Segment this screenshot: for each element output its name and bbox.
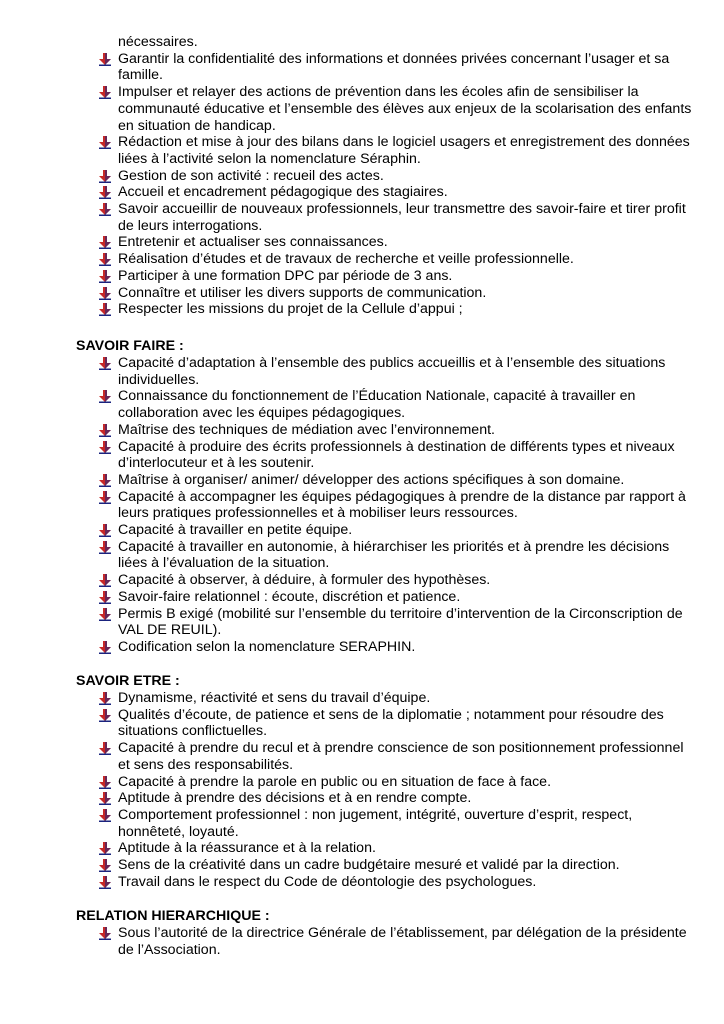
list-item-text: Savoir accueillir de nouveaux professionnels, leur transmettre des savoir-faire et tirer profit de leurs interrogations. [118,201,686,234]
savoir-etre-item-3 [98,740,698,773]
list-item-text: Sous l’autorité de la directrice Générale de l’établissement, par délégation de la présidente de l’Association. [118,925,687,958]
mission-item-3 [98,134,698,167]
heading-savoir-etre: SAVOIR ETRE : [76,673,180,689]
list-item-text: Capacité à travailler en petite équipe. [118,522,353,539]
list-item-text: Gestion de son activité : recueil des actes. [118,167,384,184]
mission-item-2 [98,84,698,134]
list-item-text: Impulser et relayer des actions de prévention dans les écoles afin de sensibiliser la communauté éducative et l’ensemble des élèves aux enjeux de la scolarisation des enfants en situation de handicap. [118,84,692,134]
savoir-etre-item-6 [98,807,698,840]
arrow-down-bullet-icon [98,474,112,487]
mission-item-7 [98,234,698,251]
arrow-down-bullet-icon [98,591,112,604]
savoir-etre-item-5 [98,790,698,807]
arrow-down-bullet-icon [98,776,112,789]
arrow-down-bullet-icon [98,424,112,437]
savoir-faire-item-8 [98,539,698,572]
mission-item-8 [98,251,698,268]
mission-item-1 [98,51,698,84]
savoir-etre-item-1 [98,690,698,707]
savoir-faire-item-9 [98,572,698,589]
arrow-down-bullet-icon [98,608,112,621]
savoir-etre-item-7 [98,840,698,857]
arrow-down-bullet-icon [98,524,112,537]
savoir-etre-item-4 [98,774,698,791]
list-item-text: Rédaction et mise à jour des bilans dans le logiciel usagers et enregistrement des données liées à l’activité selon la nomenclature Séraphin. [118,134,690,167]
arrow-down-bullet-icon [98,86,112,99]
savoir-faire-item-5 [98,472,698,489]
arrow-down-bullet-icon [98,809,112,822]
savoir-faire-item-2 [98,388,698,421]
arrow-down-bullet-icon [98,742,112,755]
arrow-down-bullet-icon [98,170,112,183]
arrow-down-bullet-icon [98,53,112,66]
savoir-faire-item-11 [98,606,698,639]
arrow-down-bullet-icon [98,287,112,300]
savoir-faire-item-3 [98,422,698,439]
arrow-down-bullet-icon [98,253,112,266]
list-item-text: Connaissance du fonctionnement de l’Éducation Nationale, capacité à travailler en collaboration avec les équipes pédagogiques. [118,388,636,422]
mission-item-5 [98,184,698,201]
savoir-etre-item-9 [98,874,698,891]
list-item-text: Réalisation d’études et de travaux de recherche et veille professionnelle. [118,251,574,268]
arrow-down-bullet-icon [98,136,112,149]
savoir-faire-item-7 [98,522,698,539]
arrow-down-bullet-icon [98,859,112,872]
list-item-text: Maîtrise à organiser/ animer/ développer des actions spécifiques à son domaine. [118,471,625,488]
list-item-text: Savoir-faire relationnel : écoute, discrétion et patience. [118,588,461,605]
list-item-text: Aptitude à prendre des décisions et à en rendre compte. [118,790,472,807]
list-item-text: Travail dans le respect du Code de déontologie des psychologues. [118,873,537,890]
list-savoir-faire [98,355,698,656]
list-item-text: Permis B exigé (mobilité sur l’ensemble du territoire d’intervention de la Circonscription de VAL DE REUIL). [118,605,683,639]
list-relation-hierarchique [98,925,698,958]
mission-item-4 [98,168,698,185]
arrow-down-bullet-icon [98,491,112,504]
savoir-faire-item-4 [98,439,698,472]
savoir-faire-item-6 [98,489,698,522]
arrow-down-bullet-icon [98,303,112,316]
list-item-text: Capacité à observer, à déduire, à formuler des hypothèses. [118,572,491,589]
arrow-down-bullet-icon [98,441,112,454]
mission-item-6 [98,201,698,234]
arrow-down-bullet-icon [98,692,112,705]
heading-relation-hierarchique: RELATION HIERARCHIQUE : [76,908,270,924]
list-item-text: Connaître et utiliser les divers supports de communication. [118,284,487,301]
mission-item-11 [98,301,698,318]
list-item-text: Sens de la créativité dans un cadre budgétaire mesuré et validé par la direction. [118,857,620,874]
list-item-text: Respecter les missions du projet de la Cellule d’appui ; [118,301,463,318]
list-item-text: Capacité d’adaptation à l’ensemble des publics accueillis et à l’ensemble des situations individuelles. [118,355,666,388]
arrow-down-bullet-icon [98,541,112,554]
list-savoir-etre [98,690,698,890]
list-item-text: Garantir la confidentialité des informations et données privées concernant l’usager et sa famille. [118,50,670,84]
list-item-text: Accueil et encadrement pédagogique des stagiaires. [118,184,448,201]
heading-savoir-faire: SAVOIR FAIRE : [76,338,184,354]
list-item-text: Capacité à produire des écrits professionnels à destination de différents types et niveaux d’interlocuteur et à les soutenir. [118,438,675,472]
list-missions [98,34,698,318]
list-item-text: Participer à une formation DPC par période de 3 ans. [118,267,453,284]
list-item-text: Codification selon la nomenclature SERAPHIN. [118,638,416,655]
list-item-text: Capacité à accompagner les équipes pédagogiques à prendre de la distance par rapport à leurs pratiques professionnelles et à mobiliser leurs ressources. [118,488,686,522]
arrow-down-bullet-icon [98,876,112,889]
arrow-down-bullet-icon [98,270,112,283]
mission-item-9 [98,268,698,285]
arrow-down-bullet-icon [98,641,112,654]
arrow-down-bullet-icon [98,842,112,855]
arrow-down-bullet-icon [98,186,112,199]
mission-item-10 [98,285,698,302]
savoir-etre-item-2 [98,707,698,740]
savoir-faire-item-12 [98,639,698,656]
list-item-text: Entretenir et actualiser ses connaissances. [118,234,388,251]
savoir-faire-item-10 [98,589,698,606]
list-item-text: Capacité à prendre la parole en public ou en situation de face à face. [118,773,552,790]
list-item-text: Capacité à travailler en autonomie, à hiérarchiser les priorités et à prendre les décisions liées à l’évaluation de la situation. [118,538,670,572]
arrow-down-bullet-icon [98,927,112,940]
savoir-faire-item-1 [98,355,698,388]
list-item-text: Comportement professionnel : non jugement, intégrité, ouverture d’esprit, respect, honnêteté, loyauté. [118,806,633,840]
arrow-down-bullet-icon [98,390,112,403]
arrow-down-bullet-icon [98,203,112,216]
list-item-text: Aptitude à la réassurance et à la relation. [118,840,376,857]
list-item-text: Capacité à prendre du recul et à prendre conscience de son positionnement professionnel et sens des responsabilités. [118,740,684,773]
arrow-down-bullet-icon [98,792,112,805]
savoir-etre-item-8 [98,857,698,874]
list-item-continuation: nécessaires. [118,34,198,50]
list-item-text: Dynamisme, réactivité et sens du travail d’équipe. [118,690,431,706]
arrow-down-bullet-icon [98,357,112,370]
list-item-text: Qualités d’écoute, de patience et sens de la diplomatie ; notamment pour résoudre des situations conflictuelles. [118,706,664,740]
list-item-text: Maîtrise des techniques de médiation avec l’environnement. [118,421,495,438]
arrow-down-bullet-icon [98,709,112,722]
relation-item-1 [98,925,698,958]
arrow-down-bullet-icon [98,236,112,249]
arrow-down-bullet-icon [98,574,112,587]
